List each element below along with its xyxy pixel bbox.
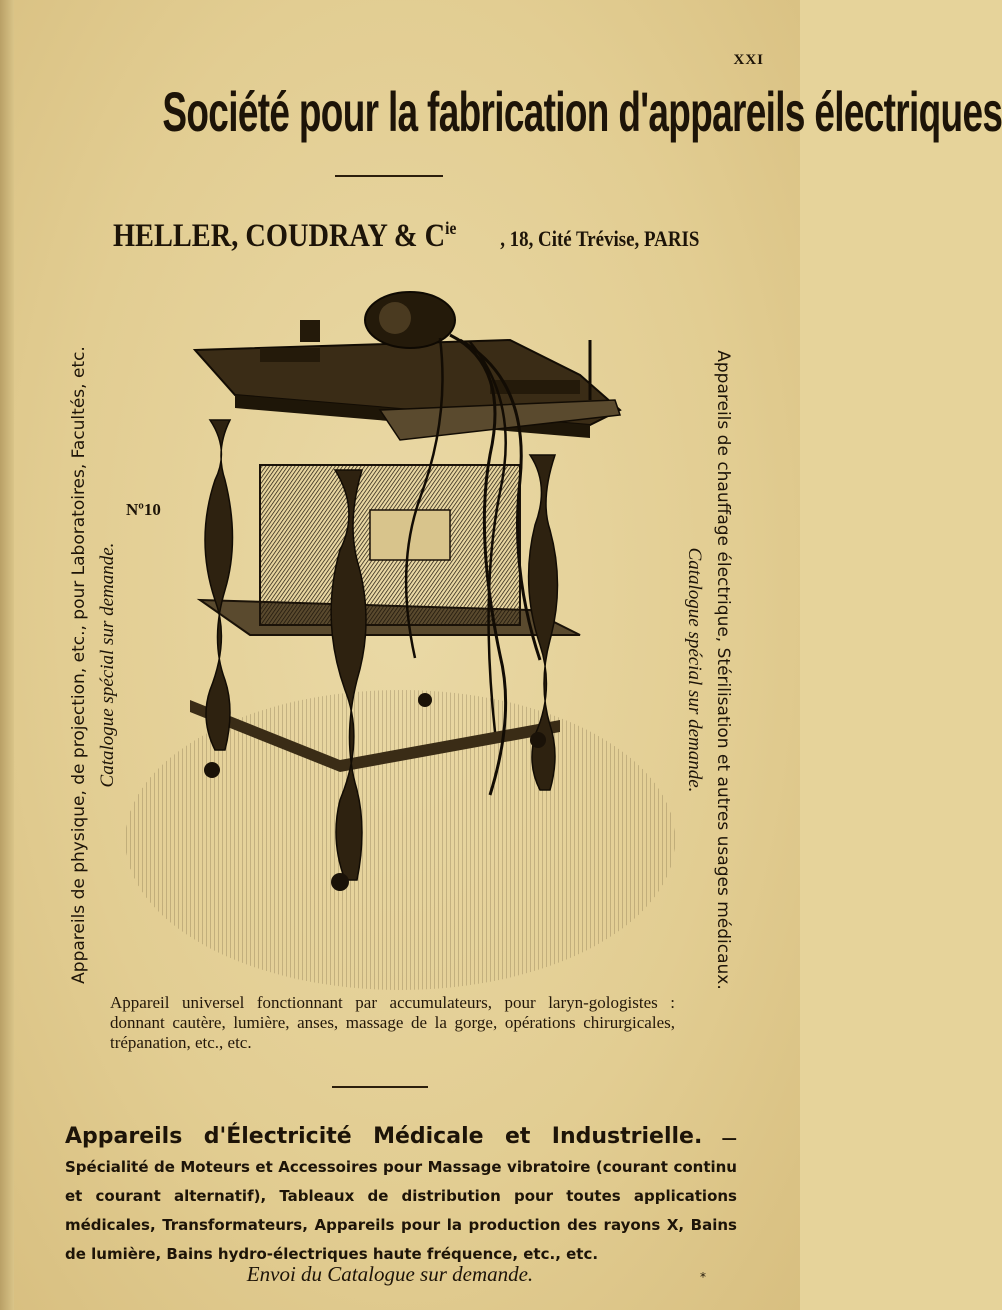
company-name-text: HELLER, COUDRAY & C [112, 218, 445, 254]
apparatus-table-illustration [110, 280, 670, 990]
figure-number-label: Nº10 [126, 500, 161, 519]
apparatus-engraving [110, 280, 670, 990]
side-text-right [668, 310, 738, 1030]
side-left-sub: Catalogue spécial sur demande. [97, 542, 118, 788]
page-number: XXI [733, 52, 764, 68]
divider-rule-bottom [332, 1086, 428, 1088]
side-right-main: Appareils de chauffage électrique, Stérilisation et autres usages médicaux. [713, 350, 733, 990]
divider-rule-top [335, 175, 443, 177]
company-name-superscript: ie [444, 218, 456, 238]
company-address: , 18, Cité Trévise, PARIS [500, 226, 700, 251]
body-paragraph [65, 1122, 737, 1269]
side-left-main: Appareils de physique, de projection, etc., pour Laboratoires, Facultés, etc. [69, 346, 89, 984]
side-right-sub: Catalogue spécial sur demande. [684, 547, 705, 793]
body-text: de Moteurs et Accessoires pour Massage vibratoire (courant continu et courant alternatif), Tableaux de distribution pour toutes applications médicales, Transformateurs, Appareils pour la production des rayons X, Bains de lumière, Bains hydro-électriques haute fréquence, etc., etc. [65, 1158, 737, 1263]
closing-line: Envoi du Catalogue sur demande. [246, 1262, 534, 1286]
asterisk-mark: * [700, 1270, 706, 1284]
body-heading: Appareils d'Électricité Médicale et Industrielle. [65, 1124, 703, 1149]
body-dash: — [702, 1129, 737, 1147]
illustration-caption: Appareil universel fonctionnant par accumulateurs, pour laryn-gologistes : donnant cautère, lumière, anses, massage de la gorge, opérations chirurgicales, trépanation, etc., etc. [110, 993, 675, 1052]
page-title: Société pour la fabrication d'appareils électriques [162, 80, 1002, 143]
body-lead: Spécialité [65, 1158, 149, 1176]
page-binding-edge [0, 0, 14, 1310]
company-name [113, 218, 456, 255]
company-line [70, 218, 730, 255]
